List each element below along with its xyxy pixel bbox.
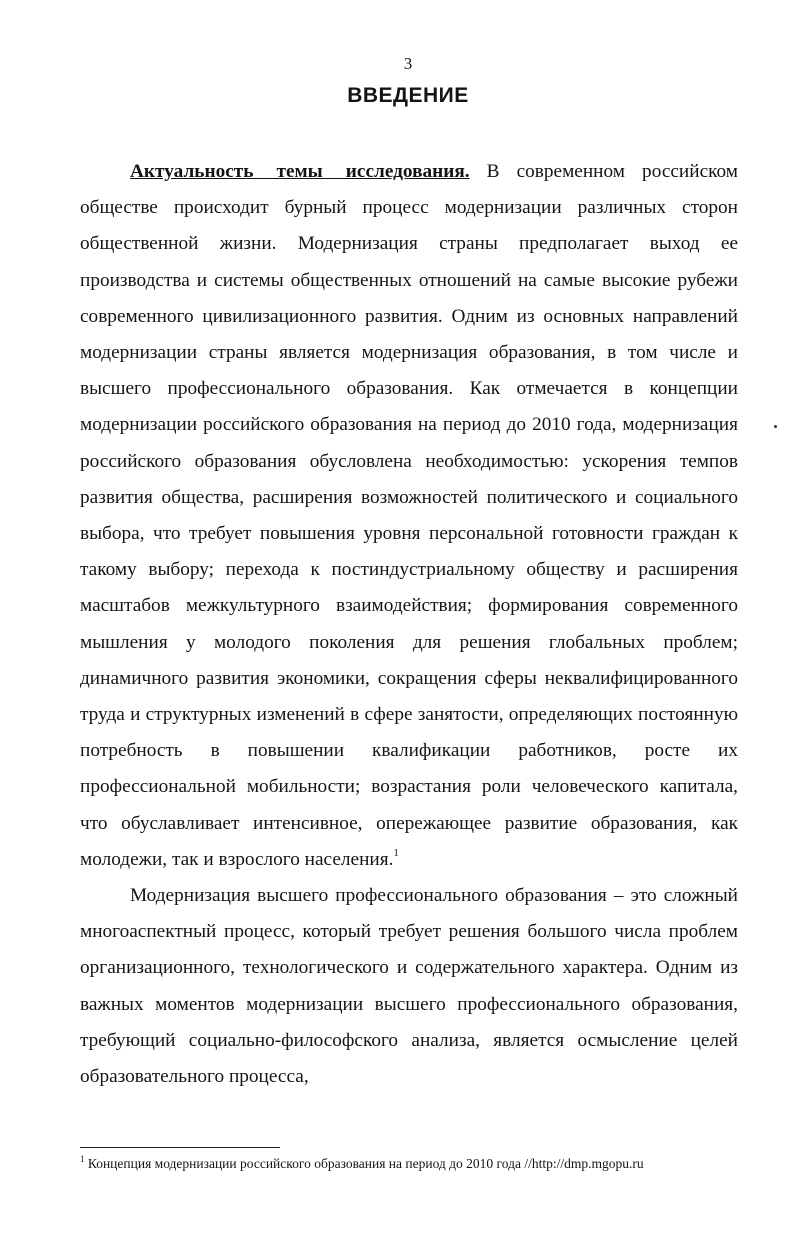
paragraph-lead: Актуальность темы исследования.: [130, 161, 470, 182]
scan-speck: [774, 425, 777, 428]
page-number: 3: [403, 54, 413, 73]
footnote-text: Концепция модернизации российского образования на период до 2010 года //http://dmp.mgopu.ru: [84, 1156, 644, 1171]
paragraph-2-text: Модернизация высшего профессионального образования – это сложный многоаспектный процесс, который требует решения большого числа проблем организационного, технологического и содержательного характера. Одним из важных моментов модернизации высшего профессионального образования, требующий социально-философского анализа, является осмысление целей образовательного процесса,: [80, 885, 738, 1088]
paragraph-1: [80, 154, 738, 878]
footnote: [80, 1156, 760, 1172]
paragraph-2: [80, 878, 738, 1095]
footnote-divider: [80, 1147, 280, 1148]
paragraph-1-text: В современном российском обществе происходит бурный процесс модернизации различных сторон общественной жизни. Модернизация страны предполагает выход ее производства и системы общественных отношений на самые высокие рубежи современного цивилизационного развития. Одним из основных направлений модернизации страны является модернизация образования, в том числе и высшего профессионального образования. Как отмечается в концепции модернизации российского образования на период до 2010 года, модернизация российского образования обусловлена необходимостью: ускорения темпов развития общества, расширения возможностей политического и социального выбора, что требует повышения уровня персональной готовности граждан к такому выбору; перехода к постиндустриальному обществу и расширения масштабов межкультурного взаимодействия; формирования современного мышления у молодого поколения для решения глобальных проблем; динамичного развития экономики, сокращения сферы неквалифицированного труда и структурных изменений в сфере занятости, определяющих постоянную потребность в повышении квалификации работников, росте их профессиональной мобильности; возрастания роли человеческого капитала, что обуславливает интенсивное, опережающее развитие образования, как молодежи, так и взрослого населения.: [80, 161, 738, 870]
body-text: [80, 154, 738, 1095]
footnote-ref[interactable]: 1: [393, 846, 399, 859]
footnote-mark: 1: [80, 1154, 85, 1164]
section-heading: ВВЕДЕНИЕ: [347, 84, 469, 107]
